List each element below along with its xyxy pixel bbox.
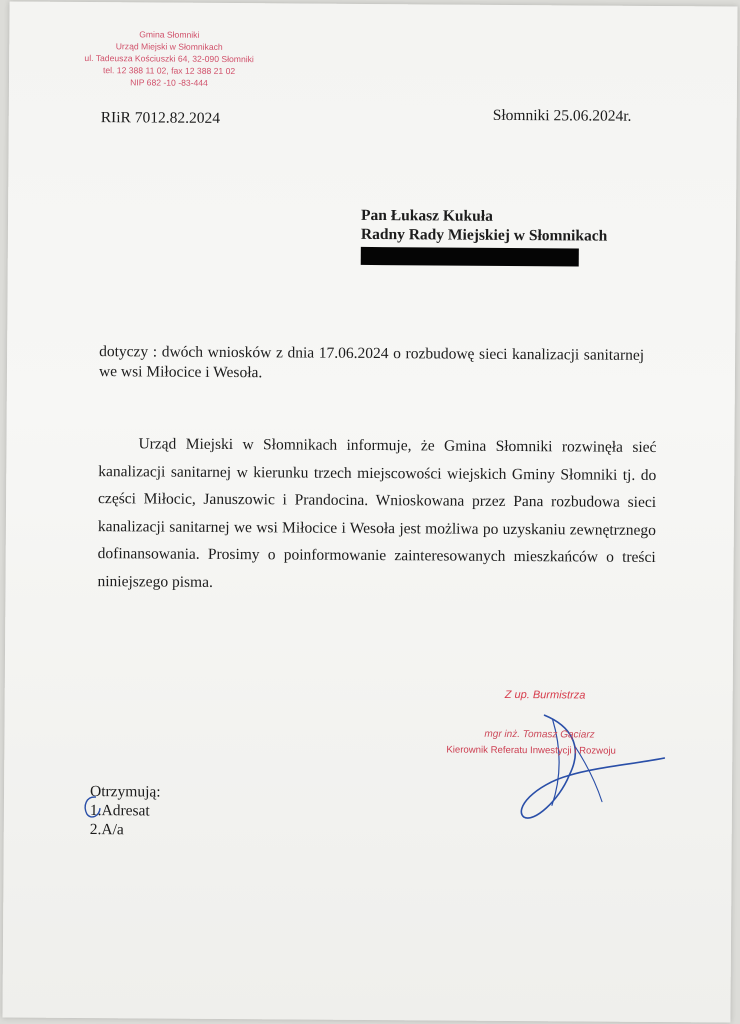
- stamp-line: Gmina Słomniki: [139, 29, 200, 40]
- recipient-name: Pan Łukasz Kukuła: [361, 206, 493, 225]
- letter-date: Słomniki 25.06.2024r.: [492, 106, 632, 125]
- signatory-title: Kierownik Referatu Inwestycji i Rozwoju: [446, 744, 616, 757]
- recipient-block: [361, 206, 608, 246]
- signatory-name: mgr inż. Tomasz Gąciarz: [484, 728, 595, 741]
- office-stamp: [69, 28, 269, 89]
- handwritten-circle-mark: [82, 794, 104, 820]
- stamp-line: Urząd Miejski w Słomnikach: [115, 41, 223, 52]
- stamp-line: tel. 12 388 11 02, fax 12 388 21 02: [102, 65, 236, 77]
- handwritten-signature: [474, 705, 675, 826]
- redacted-address: [361, 247, 579, 267]
- stamp-line: NIP 682 -10 -83-444: [130, 77, 208, 88]
- letter-body: Urząd Miejski w Słomnikach informuje, że Gmina Słomniki rozwinęła sieć kanalizacji sanitarnej w kierunku trzech miejscowości wiejskich Gminy Słomniki tj. do części Miłocic, Januszowic i Prandocina. Wnioskowana przez Pana rozbudowa sieci kanalizacji sanitarnej we wsi Miłocice i Wesoła jest możliwa po uzyskaniu zewnętrznego dofinansowania. Prosimy o poinformowanie zainteresowanych mieszkańców o treści niniejszego pisma.: [97, 435, 657, 591]
- distribution-item: 2.A/a: [89, 821, 124, 839]
- signature-block: [444, 685, 675, 827]
- letter-page: [2, 1, 737, 1022]
- reference-number: RIiR 7012.82.2024: [100, 109, 221, 127]
- distribution-item: 1.Adresat: [89, 802, 150, 820]
- stamp-line: ul. Tadeusza Kościuszki 64, 32-090 Słomniki: [84, 52, 254, 65]
- distribution-heading: Otrzymują:: [89, 783, 161, 801]
- letter-subject: dotyczy : dwóch wniosków z dnia 17.06.2024 o rozbudowę sieci kanalizacji sanitarnej we wsi Miłocice i Wesoła.: [98, 343, 645, 382]
- signature-on-behalf: Z up. Burmistrza: [504, 688, 586, 702]
- recipient-role: Radny Rady Miejskiej w Słomnikach: [360, 225, 608, 245]
